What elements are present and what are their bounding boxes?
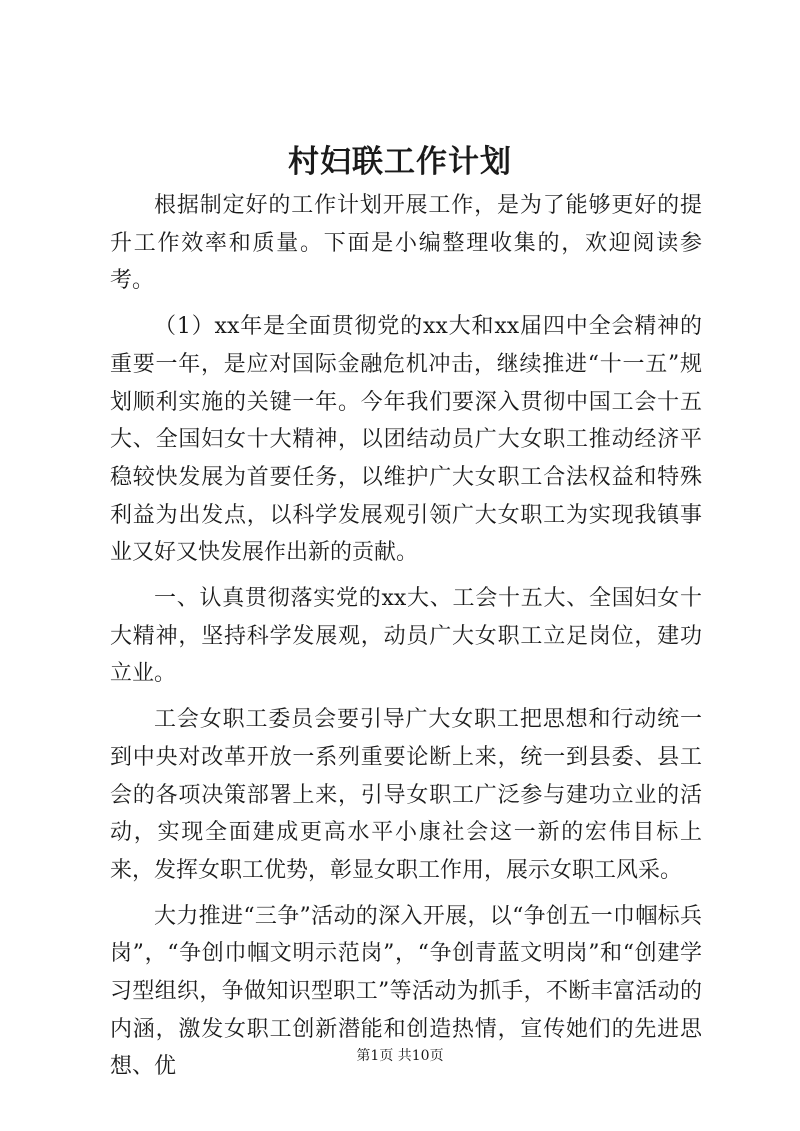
paragraph-section-one: 一、认真贯彻落实党的xx大、工会十五大、全国妇女十大精神，坚持科学发展观，动员广大女职工立足岗位，建功立业。	[110, 586, 702, 687]
document-body	[110, 187, 702, 1094]
paragraph-women-committee: 工会女职工委员会要引导广大女职工把思想和行动统一到中央对改革开放一系列重要论断上来，统一到县委、县工会的各项决策部署上来，引导女职工广泛参与建功立业的活动，实现全面建成更高水平小康社会这一新的宏伟目标上来，发挥女职工优势，彰显女职工作用，展示女职工风采。	[110, 707, 702, 883]
paragraph-1: （1）xx年是全面贯彻党的xx大和xx届四中全会精神的重要一年，是应对国际金融危机冲击，继续推进“十一五”规划顺利实施的关键一年。今年我们要深入贯彻中国工会十五大、全国妇女十大精神，以团结动员广大女职工推动经济平稳较快发展为首要任务，以维护广大女职工合法权益和特殊利益为出发点，以科学发展观引领广大女职工为实现我镇事业又好又快发展作出新的贡献。	[110, 314, 702, 566]
page-footer: 第1页 共10页	[356, 1048, 444, 1064]
paragraph-three-competitions: 大力推进“三争”活动的深入开展，以“争创五一巾帼标兵岗”，“争创巾帼文明示范岗”，“争创青蓝文明岗”和“创建学习型组织，争做知识型职工”等活动为抓手，不断丰富活动的内涵，激发女职工创新潜能和创造热情，宣传她们的先进思想、优	[110, 903, 702, 1080]
paragraph-intro: 根据制定好的工作计划开展工作，是为了能够更好的提升工作效率和质量。下面是小编整理收集的，欢迎阅读参考。	[110, 193, 702, 294]
document-title: 村妇联工作计划	[288, 144, 512, 180]
